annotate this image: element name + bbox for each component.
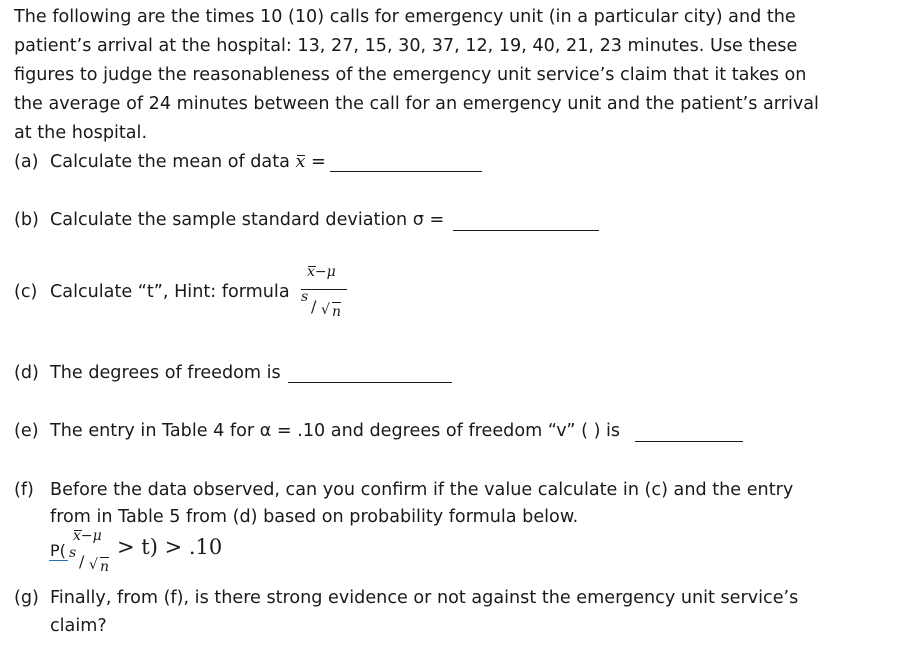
question-text: Before the data observed, can you confirm if the value calculate in (c) and the entry bbox=[50, 480, 794, 500]
question-label: (f) bbox=[14, 480, 34, 500]
question-label: (e) bbox=[14, 421, 39, 441]
intro-line: The following are the times 10 (10) calls for emergency unit (in a particular city) and the bbox=[14, 7, 796, 27]
answer-blank-b[interactable] bbox=[453, 230, 599, 231]
prob-numerator: x−μ bbox=[73, 528, 102, 544]
intro-line: patient’s arrival at the hospital: 13, 27, 15, 30, 37, 12, 19, 40, 21, 23 minutes. Use these bbox=[14, 36, 798, 56]
question-label: (d) bbox=[14, 363, 39, 383]
question-label: (c) bbox=[14, 282, 38, 302]
equals-sign: = bbox=[311, 152, 326, 172]
prob-denominator: s / √ n bbox=[69, 545, 110, 575]
question-text: claim? bbox=[50, 616, 107, 636]
question-text: Calculate the sample standard deviation σ = bbox=[50, 210, 445, 230]
question-label: (a) bbox=[14, 152, 39, 172]
question-label: (b) bbox=[14, 210, 39, 230]
question-text: Calculate “t”, Hint: formula bbox=[50, 282, 290, 302]
question-text: from in Table 5 from (d) based on probability formula below. bbox=[50, 507, 579, 527]
formula-denominator: s / √ n bbox=[301, 289, 342, 320]
intro-line: at the hospital. bbox=[14, 123, 148, 143]
prob-inequality: > t) > .10 bbox=[117, 535, 223, 559]
question-text: The degrees of freedom is bbox=[50, 363, 281, 383]
question-text: Calculate the mean of data bbox=[50, 152, 290, 172]
answer-blank-e[interactable] bbox=[635, 441, 743, 442]
answer-blank-d[interactable] bbox=[288, 382, 452, 383]
x-bar-symbol: x bbox=[295, 152, 306, 172]
formula-numerator: x−μ bbox=[307, 264, 336, 280]
prob-underline bbox=[49, 560, 68, 561]
intro-line: figures to judge the reasonableness of the emergency unit service’s claim that it takes on bbox=[14, 65, 807, 85]
t-formula-fraction bbox=[301, 264, 351, 330]
question-label: (g) bbox=[14, 588, 39, 608]
intro-line: the average of 24 minutes between the call for an emergency unit and the patient’s arrival bbox=[14, 94, 819, 114]
question-text: The entry in Table 4 for α = .10 and degrees of freedom “v” ( ) is bbox=[50, 421, 621, 441]
answer-blank-a[interactable] bbox=[330, 171, 482, 172]
prob-prefix: P( bbox=[50, 541, 66, 560]
prob-fraction bbox=[69, 528, 117, 588]
question-text: Finally, from (f), is there strong evidence or not against the emergency unit service’s bbox=[50, 588, 799, 608]
